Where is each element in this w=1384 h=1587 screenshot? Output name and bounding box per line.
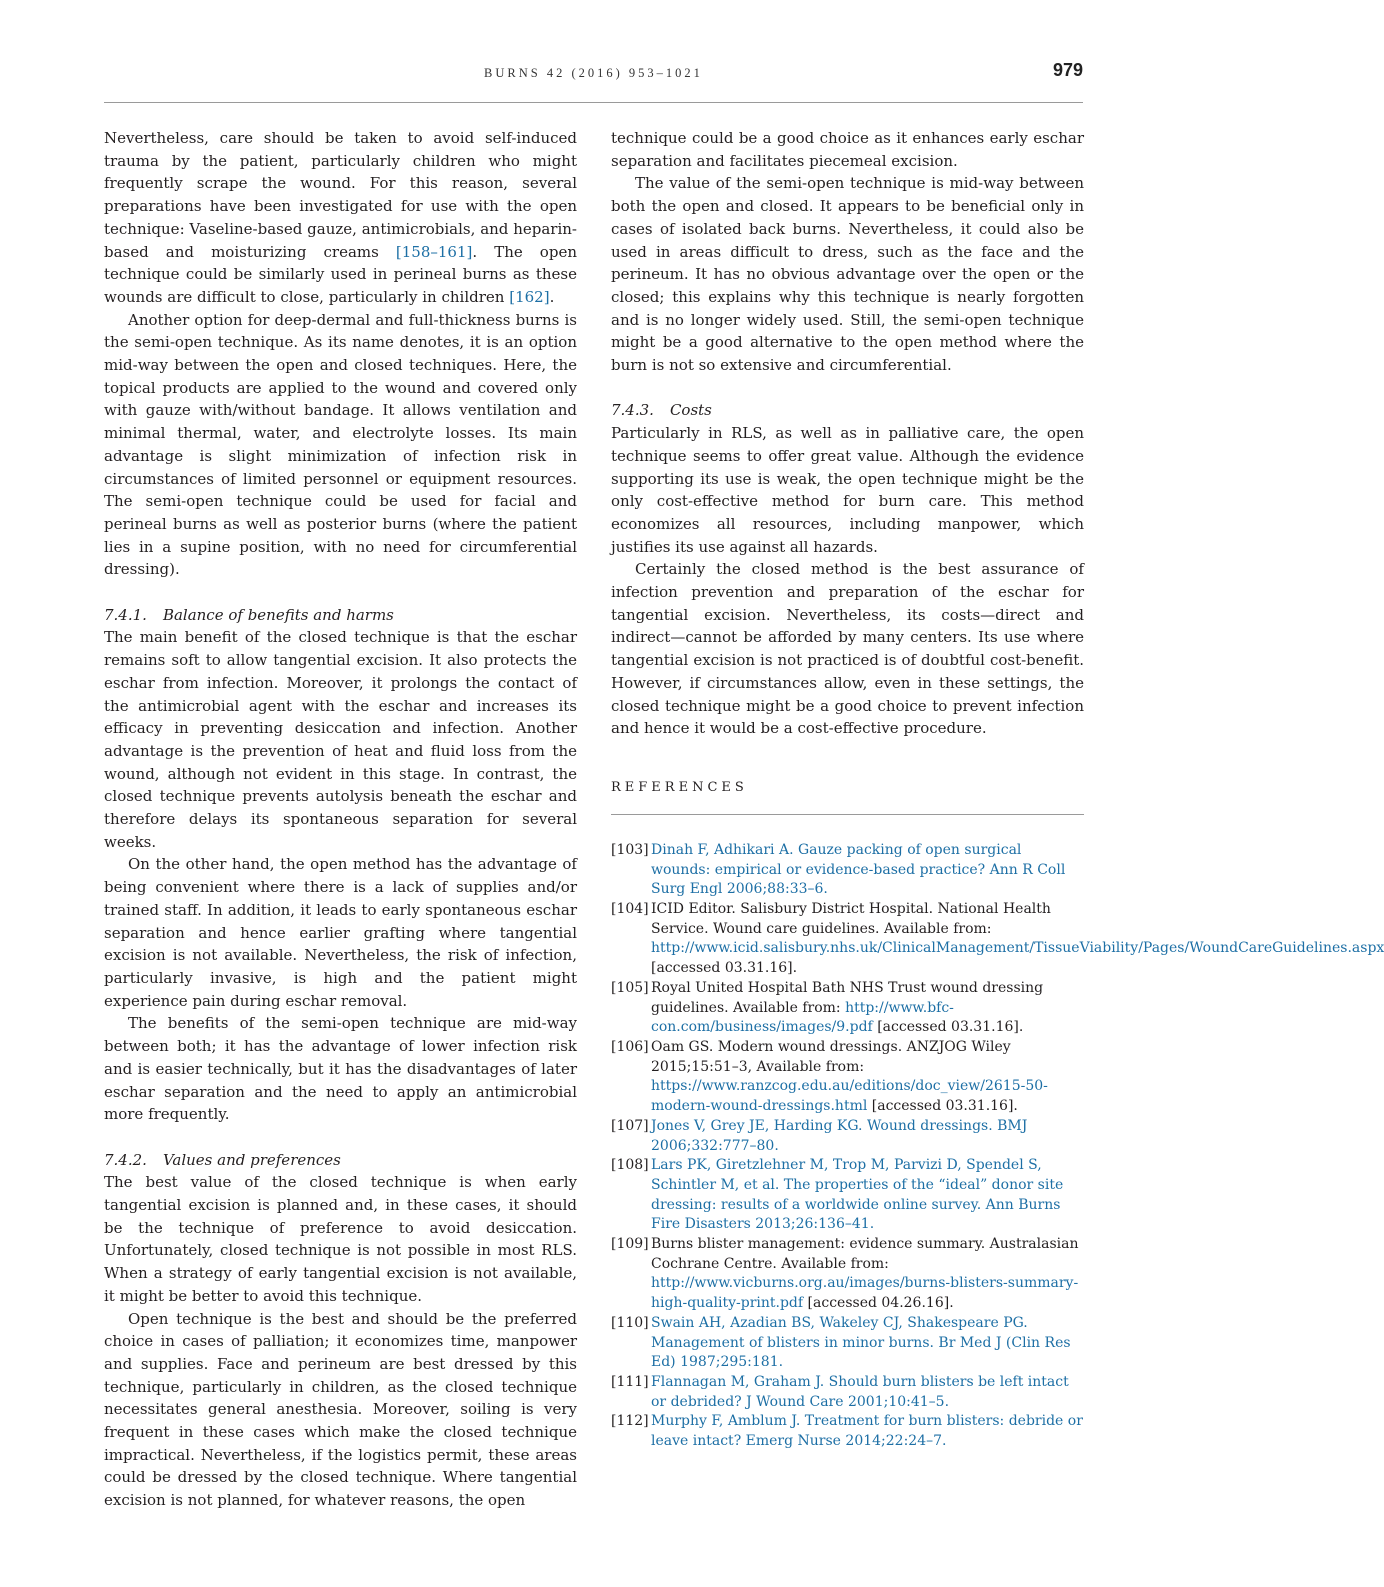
reference-url[interactable]: http://www.bfc-con.com/business/images/9.pdf	[651, 999, 954, 1036]
reference-item: [106] Oam GS. Modern wound dressings. ANZJOG Wiley 2015;15:51–3, Available from: https://www.ranzcog.edu.au/editions/doc_view/2615-50-modern-wound-dressings.html [accessed 03.31.16].	[611, 1039, 1048, 1115]
paragraph: The value of the semi-open technique is mid-way between both the open and closed. It appears to be beneficial only in cases of isolated back burns. Nevertheless, it could also be used in areas difficult to dress, such as the face and the perineum. It has no obvious advantage over the open or the closed; this explains why this technique is nearly forgotten and is no longer widely used. Still, the semi-open technique might be a good alternative to the open method where the burn is not so extensive and circumferential.	[611, 174, 1084, 375]
right-column	[611, 127, 1384, 1452]
reference-item: [107] Jones V, Grey JE, Harding KG. Wound dressings. BMJ 2006;332:777–80.	[611, 1117, 1028, 1154]
reference-link[interactable]: Lars PK, Giretzlehner M, Trop M, Parvizi D, Spendel S, Schintler M, et al. The properties of the “ideal” donor site dressing: results of a worldwide online survey. Ann Burns Fire Disasters 2013;26:136–41.	[651, 1157, 1064, 1233]
page-header	[104, 60, 1083, 103]
paragraph: technique could be a good choice as it enhances early eschar separation and facilitates piecemeal excision.	[611, 129, 1084, 170]
reference-url[interactable]: http://www.vicburns.org.au/images/burns-blisters-summary-high-quality-print.pdf	[651, 1275, 1079, 1312]
reference-item: [105] Royal United Hospital Bath NHS Trust wound dressing guidelines. Available from: http://www.bfc-con.com/business/images/9.pdf [accessed 03.31.16].	[611, 979, 1044, 1036]
reference-item: [104] ICID Editor. Salisbury District Hospital. National Health Service. Wound care guidelines. Available from: http://www.icid.salisbury.nhs.uk/ClinicalManagement/TissueViability/Pages/WoundCareGuidelines.aspx [accessed 03.31.16].	[611, 901, 1384, 977]
paragraph: On the other hand, the open method has the advantage of being convenient where there is a lack of supplies and/or trained staff. In addition, it leads to early spontaneous eschar separation and hence earlier grafting where tangential excision is not available. Nevertheless, the risk of infection, particularly invasive, is high and the patient might experience pain during eschar removal.	[104, 855, 577, 1010]
section-heading-7-4-1: 7.4.1. Balance of benefits and harms	[104, 605, 394, 624]
citation-link[interactable]: [162]	[509, 287, 550, 306]
paragraph: The benefits of the semi-open technique are mid-way between both; it has the advantage of lower infection risk and is easier technically, but it has the disadvantages of later eschar separation and the need to apply an antimicrobial more frequently.	[104, 1014, 577, 1124]
reference-link[interactable]: Murphy F, Amblum J. Treatment for burn blisters: debride or leave intact? Emerg Nurse 2014;22:24–7.	[651, 1413, 1083, 1450]
paragraph: The main benefit of the closed technique is that the eschar remains soft to allow tangential excision. It also protects the eschar from infection. Moreover, it prolongs the contact of the antimicrobial agent with the eschar and increases its efficacy in preventing desiccation and infection. Another advantage is the prevention of heat and fluid loss from the wound, although not evident in this stage. In contrast, the closed technique prevents autolysis beneath the eschar and therefore delays its spontaneous separation for several weeks.	[104, 628, 577, 851]
section-heading-7-4-2: 7.4.2. Values and preferences	[104, 1150, 341, 1169]
paragraph: The best value of the closed technique is when early tangential excision is planned and, in these cases, it should be the technique of preference to avoid desiccation. Unfortunately, closed technique is not possible in most RLS. When a strategy of early tangential excision is not available, it might be better to avoid this technique.	[104, 1173, 577, 1305]
reference-link[interactable]: Flannagan M, Graham J. Should burn blisters be left intact or debrided? J Wound Care 2001;10:41–5.	[651, 1373, 1069, 1410]
reference-url[interactable]: https://www.ranzcog.edu.au/editions/doc_view/2615-50-modern-wound-dressings.html	[651, 1078, 1048, 1115]
paragraph: Particularly in RLS, as well as in palliative care, the open technique seems to offer great value. Although the evidence supporting its use is weak, the open technique might be the only cost-effective method for burn care. This method economizes all resources, including manpower, which justifies its use against all hazards.	[611, 424, 1084, 556]
reference-list	[611, 841, 1384, 1452]
paragraph: Another option for deep-dermal and full-thickness burns is the semi-open technique. As its name denotes, it is an option mid-way between the open and closed techniques. Here, the topical products are applied to the wound and covered only with gauze with/without bandage. It allows ventilation and minimal thermal, water, and electrolyte losses. Its main advantage is slight minimization of infection risk in circumstances of limited personnel or equipment resources. The semi-open technique could be used for facial and perineal burns as well as posterior burns (where the patient lies in a supine position, with no need for circumferential dressing).	[104, 310, 577, 579]
paragraph: Open technique is the best and should be the preferred choice in cases of palliation; it economizes time, manpower and supplies. Face and perineum are best dressed by this technique, particularly in children, as the closed technique necessitates general anesthesia. Moreover, soiling is very frequent in these cases which make the closed technique impractical. Nevertheless, if the logistics permit, these areas could be dressed by the closed technique. Where tangential excision is not planned, for whatever reasons, the open	[104, 1309, 577, 1510]
journal-citation: BURNS 42 (2016) 953–1021	[484, 66, 703, 80]
reference-link[interactable]: Swain AH, Azadian BS, Wakeley CJ, Shakespeare PG. Management of blisters in minor burns. Br Med J (Clin Res Ed) 1987;295:181.	[651, 1314, 1071, 1371]
reference-item: [108] Lars PK, Giretzlehner M, Trop M, Parvizi D, Spendel S, Schintler M, et al. The properties of the “ideal” donor site dressing: results of a worldwide online survey. Ann Burns Fire Disasters 2013;26:136–41.	[611, 1157, 1064, 1233]
reference-url[interactable]: http://www.icid.salisbury.nhs.uk/ClinicalManagement/TissueViability/Pages/WoundCareGuidelines.aspx	[651, 940, 1384, 957]
section-heading-7-4-3: 7.4.3. Costs	[611, 401, 712, 420]
paragraph: Nevertheless, care should be taken to avoid self-induced trauma by the patient, particularly children who might frequently scrape the wound. For this reason, several preparations have been investigated for use with the open technique: Vaseline-based gauze, antimicrobials, and heparin-based and moisturizing creams [158–161]. The open technique could be similarly used in perineal burns as these wounds are difficult to close, particularly in children [162].	[104, 129, 577, 306]
references-heading: REFERENCES	[611, 779, 748, 795]
references-divider	[611, 814, 1084, 815]
citation-link[interactable]: [158–161]	[395, 242, 473, 261]
reference-item: [112] Murphy F, Amblum J. Treatment for burn blisters: debride or leave intact? Emerg Nurse 2014;22:24–7.	[611, 1413, 1083, 1450]
page-number: 979	[1052, 60, 1083, 80]
left-column	[104, 127, 577, 1512]
reference-item: [103] Dinah F, Adhikari A. Gauze packing of open surgical wounds: empirical or evidence-based practice? Ann R Coll Surg Engl 2006;88:33–6.	[611, 841, 1066, 898]
reference-item: [109] Burns blister management: evidence summary. Australasian Cochrane Centre. Available from: http://www.vicburns.org.au/images/burns-blisters-summary-high-quality-print.pdf [accessed 04.26.16].	[611, 1236, 1079, 1312]
paragraph: Certainly the closed method is the best assurance of infection prevention and preparation of the eschar for tangential excision. Nevertheless, its costs—direct and indirect—cannot be afforded by many centers. Its use where tangential excision is not practiced is of doubtful cost-benefit. However, if circumstances allow, even in these settings, the closed technique might be a good choice to prevent infection and hence it would be a cost-effective procedure.	[611, 560, 1084, 738]
reference-link[interactable]: Dinah F, Adhikari A. Gauze packing of open surgical wounds: empirical or evidence-based practice? Ann R Coll Surg Engl 2006;88:33–6.	[651, 841, 1066, 898]
reference-link[interactable]: Jones V, Grey JE, Harding KG. Wound dressings. BMJ 2006;332:777–80.	[651, 1117, 1028, 1154]
reference-item: [111] Flannagan M, Graham J. Should burn blisters be left intact or debrided? J Wound Care 2001;10:41–5.	[611, 1373, 1069, 1410]
reference-item: [110] Swain AH, Azadian BS, Wakeley CJ, Shakespeare PG. Management of blisters in minor burns. Br Med J (Clin Res Ed) 1987;295:181.	[611, 1314, 1071, 1371]
